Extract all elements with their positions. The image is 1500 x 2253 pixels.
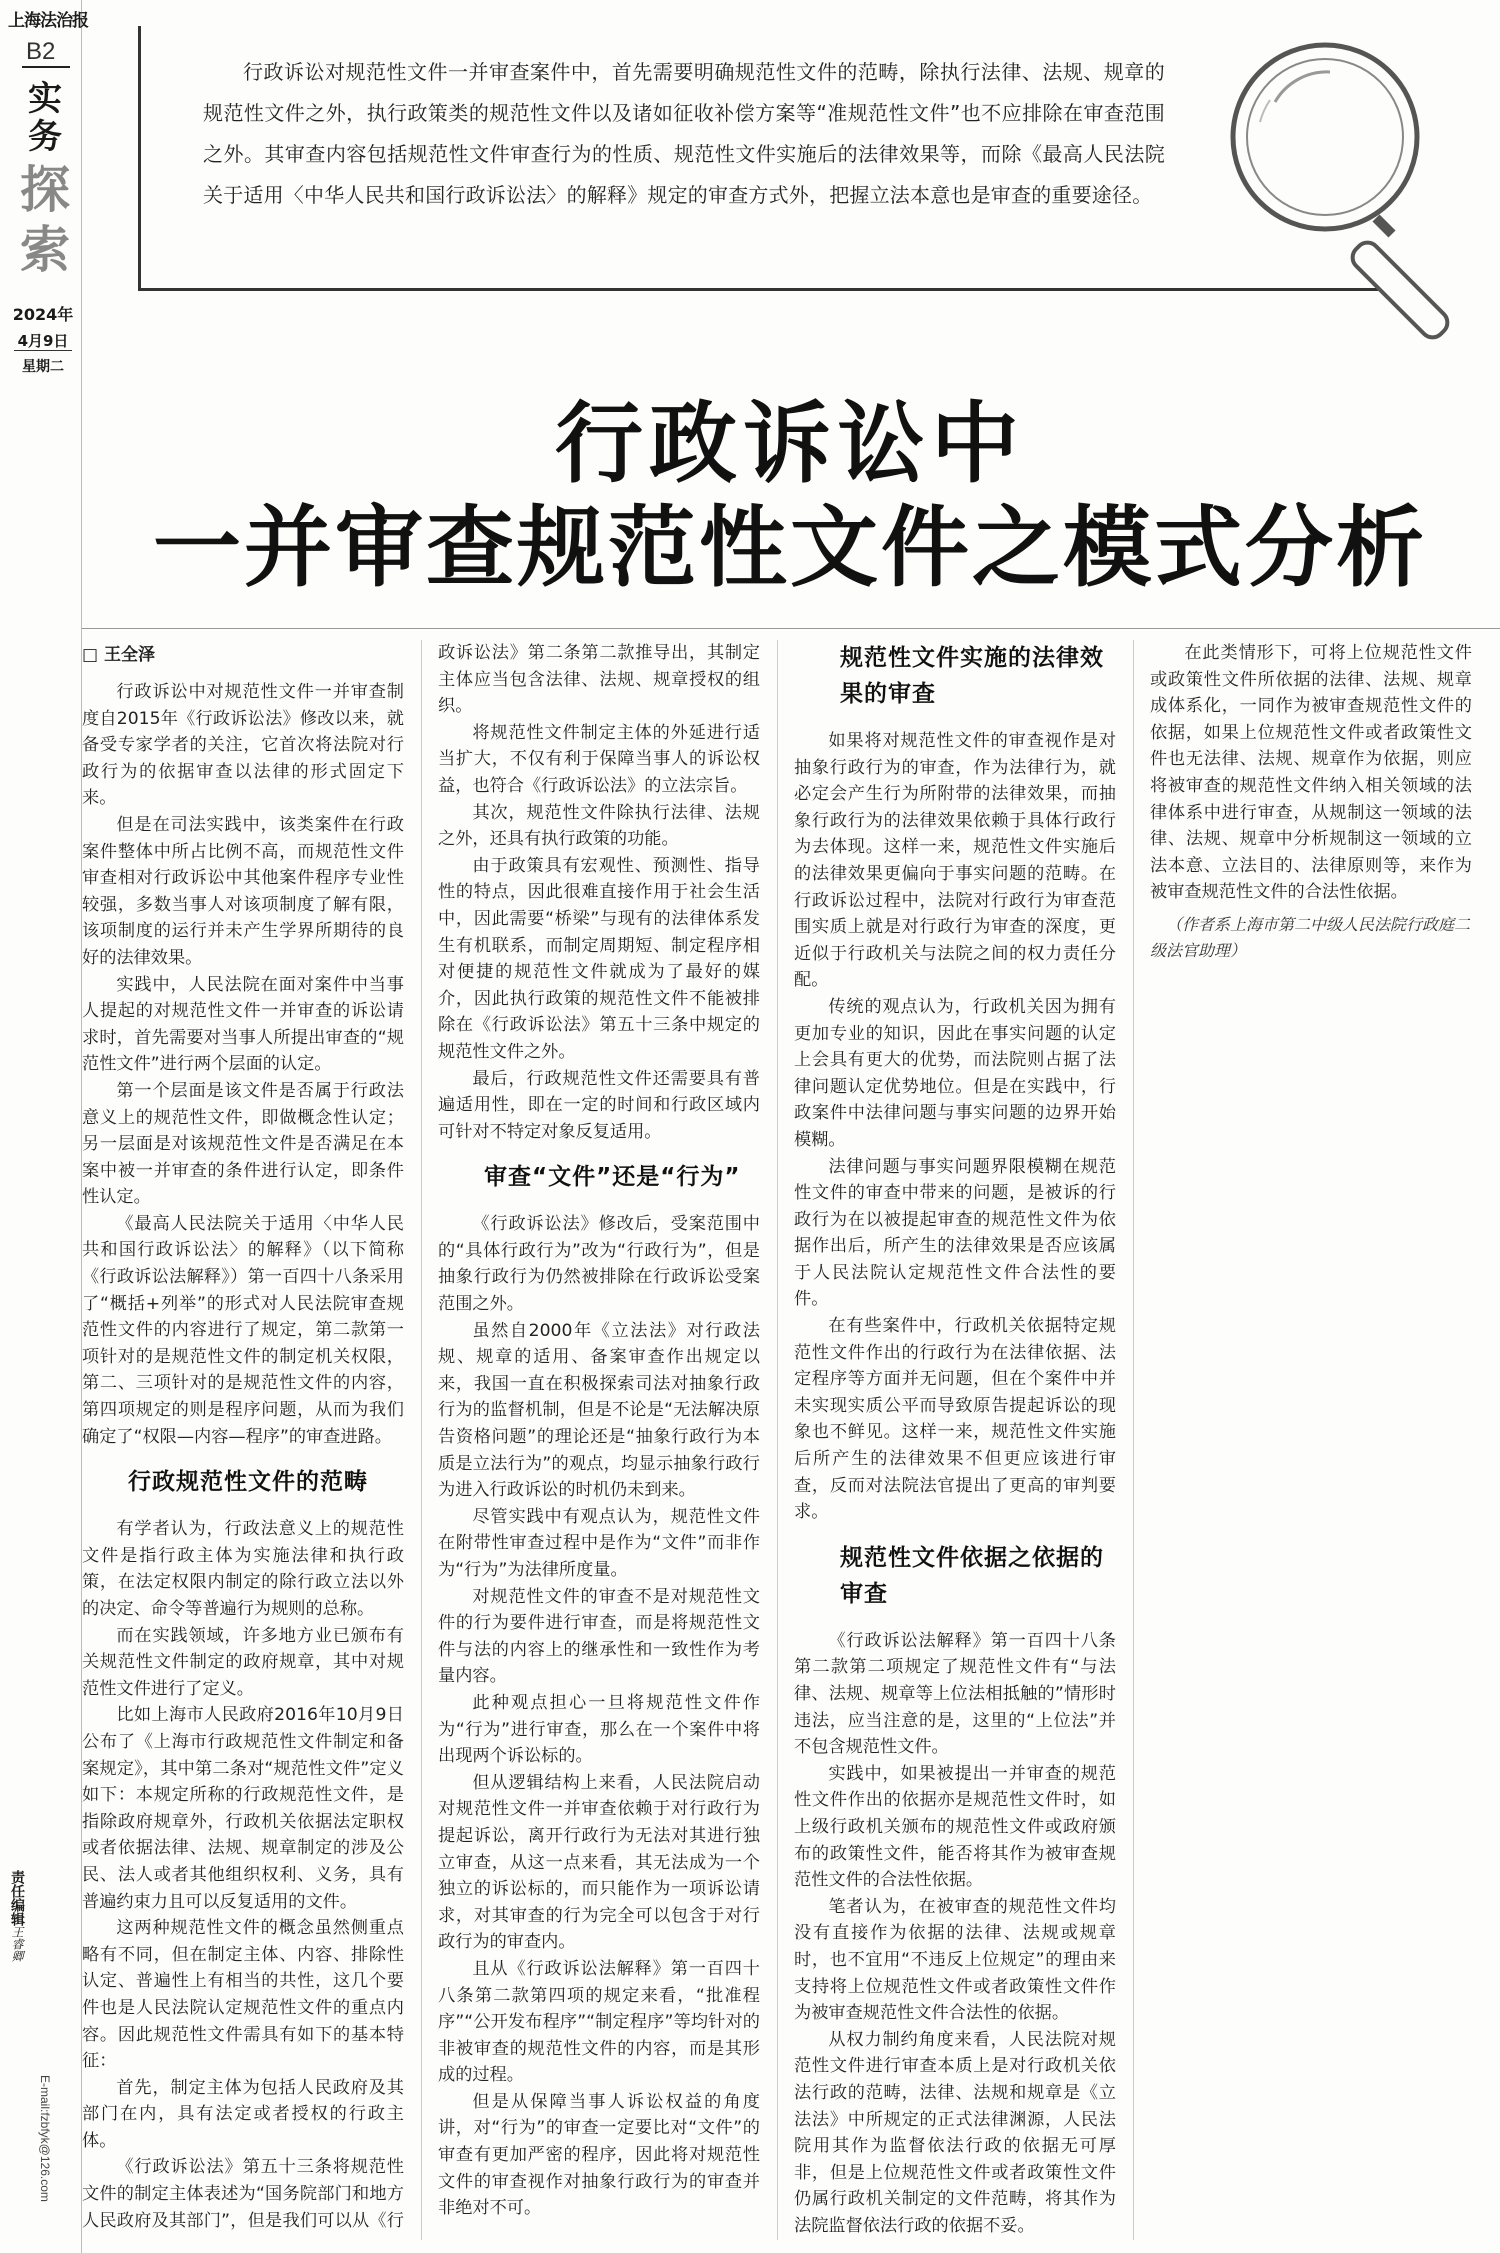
page-sidebar: [0, 0, 88, 2253]
article-paragraph: 最后，行政规范性文件还需要具有普遍适用性，即在一定的时间和行政区域内可针对不特定对象反复适用。: [438, 1068, 760, 1142]
page-number-rule: [22, 66, 70, 68]
article-paragraph: 虽然自2000年《立法法》对行政法规、规章的适用、备案审查作出规定以来，我国一直在积极探索司法对抽象行政行为的监督机制，但是不论是“无法解决原告资格问题”的理论还是“抽象行政行为本质是立法行为”的观点，均显示抽象行政行为进入行政诉讼的时机仍未到来。: [438, 1320, 760, 1501]
article-paragraph: 在此类情形下，可将上位规范性文件或政策性文件所依据的法律、法规、规章成体系化，一同作为被审查规范性文件的依据，如果上位规范性文件或者政策性文件也无法律、法规、规章作为依据，则应将被审查的规范性文件纳入相关领域的法律体系中进行审查，从规制这一领域的法律、法规、规章中分析规制这一领域的立法本意、立法目的、法律原则等，来作为被审查规范性文件的合法性依据。: [1150, 643, 1472, 903]
issue-date: 4月9日: [17, 332, 69, 350]
article-paragraph: 实践中，如果被提出一并审查的规范性文件作出的依据亦是规范性文件时，如上级行政机关颁布的规范性文件或政府颁布的政策性文件，能否将其作为被审查规范性文件的合法性依据。: [794, 1763, 1116, 1891]
article-paragraph: 法律问题与事实问题界限模糊在规范性文件的审查中带来的问题，是被诉的行政行为在以被提起审查的规范性文件为依据作出后，所产生的法律效果是否应该属于人民法院认定规范性文件合法性的要件。: [794, 1156, 1116, 1310]
article-paragraph: 此种观点担心一旦将规范性文件作为“行为”进行审查，那么在一个案件中将出现两个诉讼标的。: [438, 1692, 760, 1767]
magnifier-icon: [1180, 22, 1480, 362]
article-paragraph: 《行政诉讼法》第五十三条将规范性文件的制定主体表述为“国务院部门和地方人民政府及其部门”，但是我们可以从《行政诉讼法》第二条第二款推导出，其制定主体应当包含法律、法规、规章授权的组织。: [82, 643, 760, 2231]
article-paragraph: 有学者认为，行政法意义上的规范性文件是指行政主体为实施法律和执行政策，在法定权限内制定的除行政立法以外的决定、命令等普遍行为规则的总称。: [82, 1519, 404, 1619]
article-paragraph: 从权力制约角度来看，人民法院对规范性文件进行审查本质上是对行政机关依法行政的范畴，法律、法规和规章是《立法法》中所规定的正式法律渊源，人民法院用其作为监督依法行政的依据无可厚非，但是上位规范性文件或者政策性文件仍属行政机关制定的文件范畴，将其作为法院监督依法行政的依据不妥。: [794, 2029, 1116, 2236]
editor-email: E-mail:fzbfyk@126.com: [38, 2075, 52, 2202]
article-paragraph: 在有些案件中，行政机关依据特定规范性文件作出的行政行为在法律依据、法定程序等方面并无问题，但在个案件中并未实现实质公平而导致原告提起诉讼的现象也不鲜见。这样一来，规范性文件实施后所产生的法律效果不但更应该进行审查，反而对法院法官提出了更高的审判要求。: [794, 1316, 1116, 1523]
article-paragraph: 但是在司法实践中，该类案件在行政案件整体中所占比例不高，而规范性文件审查相对行政诉讼中其他案件程序专业性较强，多数当事人对该项制度了解有限，该项制度的运行并未产生学界所期待的良好的法律效果。: [82, 814, 404, 968]
article-paragraph: 《最高人民法院关于适用〈中华人民共和国行政诉讼法〉的解释》（以下简称《行政诉讼法解释》）第一百四十八条采用了“概括+列举”的形式对人民法院审查规范性文件的内容进行了规定，第二款第一项针对的是规范性文件的制定机关权限，第二、三项针对的是规范性文件的内容，第四项规定的则是程序问题，从而为我们确定了“权限—内容—程序”的审查进路。: [82, 1213, 404, 1447]
section-heading: 规范性文件依据之依据的审查: [840, 1544, 1104, 1607]
article-paragraph: 而在实践领域，许多地方业已颁布有关规范性文件制定的政府规章，其中对规范性文件进行了定义。: [82, 1625, 404, 1699]
author-byline: □ 王全泽: [82, 645, 155, 665]
issue-year: 2024年: [12, 305, 74, 324]
article-paragraph: 《行政诉讼法》修改后，受案范围中的“具体行政行为”改为“行政行为”，但是抽象行政行为仍然被排除在行政诉讼受案范围之外。: [438, 1214, 760, 1315]
author-note: （作者系上海市第二中级人民法院行政庭二级法官助理）: [1150, 914, 1471, 960]
section-heading: 规范性文件实施的法律效果的审查: [840, 645, 1104, 707]
article-paragraph: 但是从保障当事人诉讼权益的角度讲，对“行为”的审查一定要比对“文件”的审查有更加严密的程序，因此将对规范性文件的审查视作对抽象行政行为的审查并非绝对不可。: [438, 2091, 760, 2219]
intro-text: 行政诉讼对规范性文件一并审查案件中，首先需要明确规范性文件的范畴，除执行法律、法规、规章的规范性文件之外，执行政策类的规范性文件以及诸如征收补偿方案等“准规范性文件”也不应排除在审查范围之外。其审查内容包括规范性文件审查行为的性质、规范性文件实施后的法律效果等，而除《最高人民法院关于适用〈中华人民共和国行政诉讼法〉的解释》规定的审查方式外，把握立法本意也是审查的重要途径。: [203, 60, 1165, 207]
article-paragraph: 这两种规范性文件的概念虽然侧重点略有不同，但在制定主体、内容、排除性认定、普遍性上有相当的共性，这几个要件也是人民法院认定规范性文件的重点内容。因此规范性文件需具有如下的基本特征：: [82, 1918, 404, 2072]
section-heading: 审查“文件”还是“行为”: [484, 1164, 741, 1191]
article-paragraph: 《行政诉讼法解释》第一百四十八条第二款第二项规定了规范性文件有“与法律、法规、规章等上位法相抵触的”情形时违法，应当注意的是，这里的“上位法”并不包含规范性文件。: [794, 1630, 1116, 1758]
article-body: [82, 640, 1472, 2240]
article-paragraph: 行政诉讼中对规范性文件一并审查制度自2015年《行政诉讼法》修改以来，就备受专家学者的关注，它首次将法院对行政行为的依据审查以法律的形式固定下来。: [82, 682, 404, 809]
article-paragraph: 且从《行政诉讼法解释》第一百四十八条第二款第四项的规定来看，“批准程序”“公开发布程序”“制定程序”等均针对的非被审查的规范性文件的内容，而是其形成的过程。: [438, 1958, 760, 2086]
article-paragraph: 首先，制定主体为包括人民政府及其部门在内，具有法定或者授权的行政主体。: [82, 2077, 404, 2151]
article-paragraph: 由于政策具有宏观性、预测性、指导性的特点，因此很难直接作用于社会生活中，因此需要“桥梁”与现有的法律体系发生有机联系，而制定周期短、制定程序相对便捷的规范性文件就成为了最好的媒介，因此执行政策的规范性文件不能被排除在《行政诉讼法》第五十三条中规定的规范性文件之外。: [438, 855, 760, 1062]
editor-name: 王睿卿: [10, 1926, 24, 1962]
article-paragraph: 但从逻辑结构上来看，人民法院启动对规范性文件一并审查依赖于对行政行为提起诉讼，离开行政行为无法对其进行独立审查，从这一点来看，其无法成为一个独立的诉讼标的，而只能作为一项诉讼请求，对其审查的行为完全可以包含于对行政行为的审查内。: [438, 1772, 760, 1953]
article-paragraph: 比如上海市人民政府2016年10月9日公布了《上海市行政规范性文件制定和备案规定》，其中第二条对“规范性文件”定义如下：本规定所称的行政规范性文件，是指除政府规章外，行政机关依据法定职权或者依据法律、法规、规章制定的涉及公民、法人或者其他组织权利、义务，具有普遍约束力且可以反复适用的文件。: [82, 1705, 404, 1912]
article-paragraph: 其次，规范性文件除执行法律、法规之外，还具有执行政策的功能。: [438, 802, 760, 850]
headline-line1: 行政诉讼中: [554, 391, 1025, 495]
article-paragraph: 传统的观点认为，行政机关因为拥有更加专业的知识，因此在事实问题的认定上会具有更大的优势，而法院则占据了法律问题认定优势地位。但是在实践中，行政案件中法律问题与事实问题的边界开始模糊。: [794, 996, 1116, 1150]
page-number: B2: [26, 38, 56, 65]
headline-rule: [82, 628, 1500, 629]
article-paragraph: 第一个层面是该文件是否属于行政法意义上的规范性文件，即做概念性认定；另一层面是对该规范性文件是否满足在本案中被一并审查的条件进行认定，即条件性认定。: [82, 1080, 404, 1208]
editor-label: 责任编辑: [9, 1870, 25, 1926]
article-paragraph: 笔者认为，在被审查的规范性文件均没有直接作为依据的法律、法规或规章时，也不宜用“不违反上位规定”的理由来支持将上位规范性文件或者政策性文件作为被审查规范性文件合法性的依据。: [794, 1896, 1116, 2024]
issue-weekday: 星期二: [22, 359, 64, 375]
section-name-line1: 实务: [28, 79, 62, 157]
article-paragraph: 对规范性文件的审查不是对规范性文件的行为要件进行审查，而是将规范性文件与法的内容上的继承性和一致性作为考量内容。: [438, 1586, 760, 1687]
article-paragraph: 实践中，人民法院在面对案件中当事人提起的对规范性文件一并审查的诉讼请求时，首先需要对当事人所提出审查的“规范性文件”进行两个层面的认定。: [82, 974, 404, 1075]
section-heading: 行政规范性文件的范畴: [128, 1469, 368, 1496]
headline-line2: 一并审查规范性文件之模式分析: [152, 495, 1427, 599]
section-name-line2: 探索: [20, 160, 70, 279]
article-paragraph: 如果将对规范性文件的审查视作是对抽象行政行为的审查，作为法律行为，就必定会产生行为所附带的法律效果，而抽象行政行为的法律效果依赖于具体行政行为去体现。这样一来，规范性文件实施后的法律效果更偏向于事实问题的范畴。在行政诉讼过程中，法院对行政行为审查范围实质上就是对行政行为审查的深度，更近似于行政机关与法院之间的权力责任分配。: [794, 731, 1116, 991]
intro-lead: [203, 52, 1165, 216]
newspaper-logo: 上海法治报: [8, 11, 88, 31]
article-paragraph: 尽管实践中有观点认为，规范性文件在附带性审查过程中是作为“文件”而非作为“行为”为法律所度量。: [438, 1506, 760, 1580]
article-paragraph: 将规范性文件制定主体的外延进行适当扩大，不仅有利于保障当事人的诉讼权益，也符合《行政诉讼法》的立法宗旨。: [438, 722, 760, 796]
editor-credit: [6, 1870, 28, 1962]
